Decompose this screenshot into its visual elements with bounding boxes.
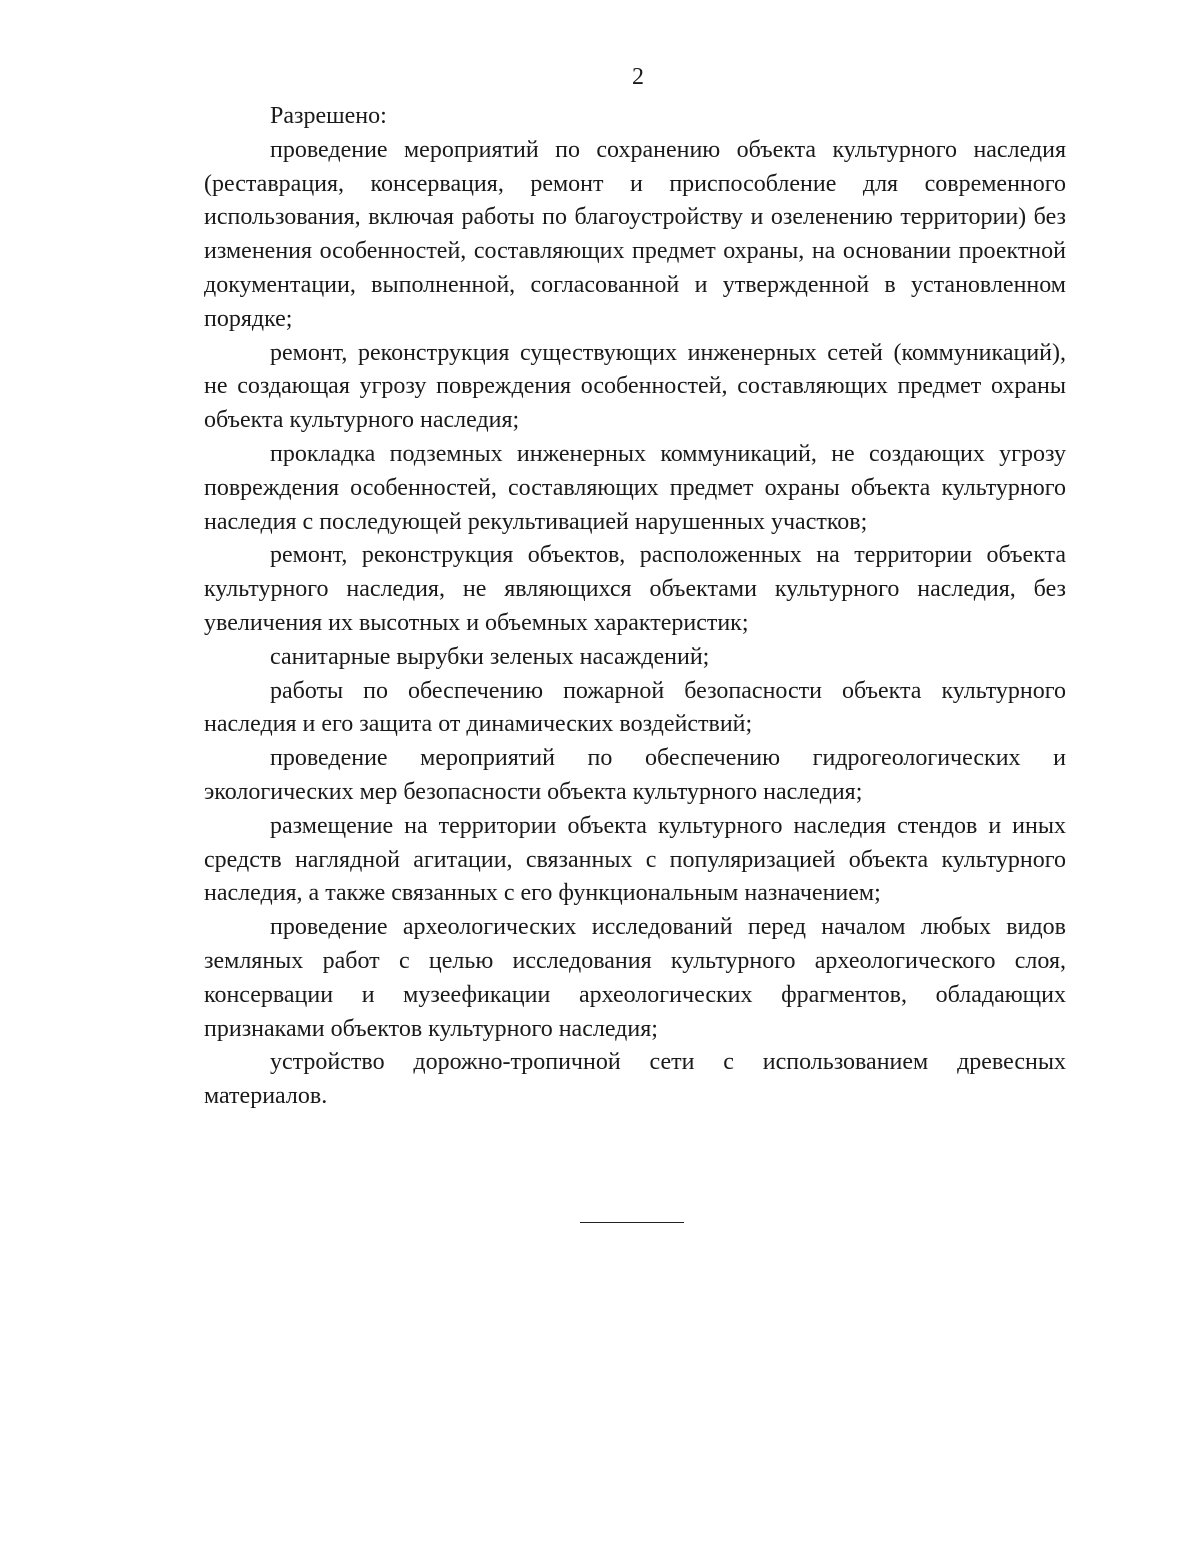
end-of-document-rule <box>580 1222 684 1223</box>
permitted-item-2: ремонт, реконструкция существующих инженерных сетей (коммуникаций), не создающая угрозу повреждения особенностей, составляющих предмет охраны объекта культурного наследия; <box>204 339 1066 434</box>
section-heading: Разрешено: <box>270 103 387 129</box>
permitted-item-1: проведение мероприятий по сохранению объекта культурного наследия (реставрация, консервация, ремонт и приспособление для современного использования, включая работы по благоустройству и озеленению территории) без изменения особенностей, составляющих предмет охраны, на основании проектной документации, выполненной, согласованной и утвержденной в установленном порядке; <box>204 136 1066 332</box>
permitted-item-4: ремонт, реконструкция объектов, расположенных на территории объекта культурного наследия, не являющихся объектами культурного наследия, без увеличения их высотных и объемных характеристик; <box>204 542 1066 636</box>
permitted-item-3: прокладка подземных инженерных коммуникаций, не создающих угрозу повреждения особенностей, составляющих предмет охраны объекта культурного наследия с последующей рекультивацией нарушенных участков; <box>204 440 1066 535</box>
page-number: 2 <box>632 64 644 90</box>
permitted-item-6: работы по обеспечению пожарной безопасности объекта культурного наследия и его защита от динамических воздействий; <box>204 677 1066 738</box>
permitted-item-10: устройство дорожно-тропичной сети с использованием древесных материалов. <box>204 1049 1066 1110</box>
permitted-item-8: размещение на территории объекта культурного наследия стендов и иных средств наглядной агитации, связанных с популяризацией объекта культурного наследия, а также связанных с его функциональным назначением; <box>204 812 1066 907</box>
permitted-item-5: санитарные вырубки зеленых насаждений; <box>270 643 710 670</box>
permitted-item-7: проведение мероприятий по обеспечению гидрогеологических и экологических мер безопасности объекта культурного наследия; <box>204 745 1066 805</box>
document-body <box>204 100 1066 1114</box>
permitted-item-9: проведение археологических исследований перед началом любых видов земляных работ с целью исследования культурного археологического слоя, консервации и музеефикации археологических фрагментов, обладающих признаками объектов культурного наследия; <box>204 914 1066 1042</box>
